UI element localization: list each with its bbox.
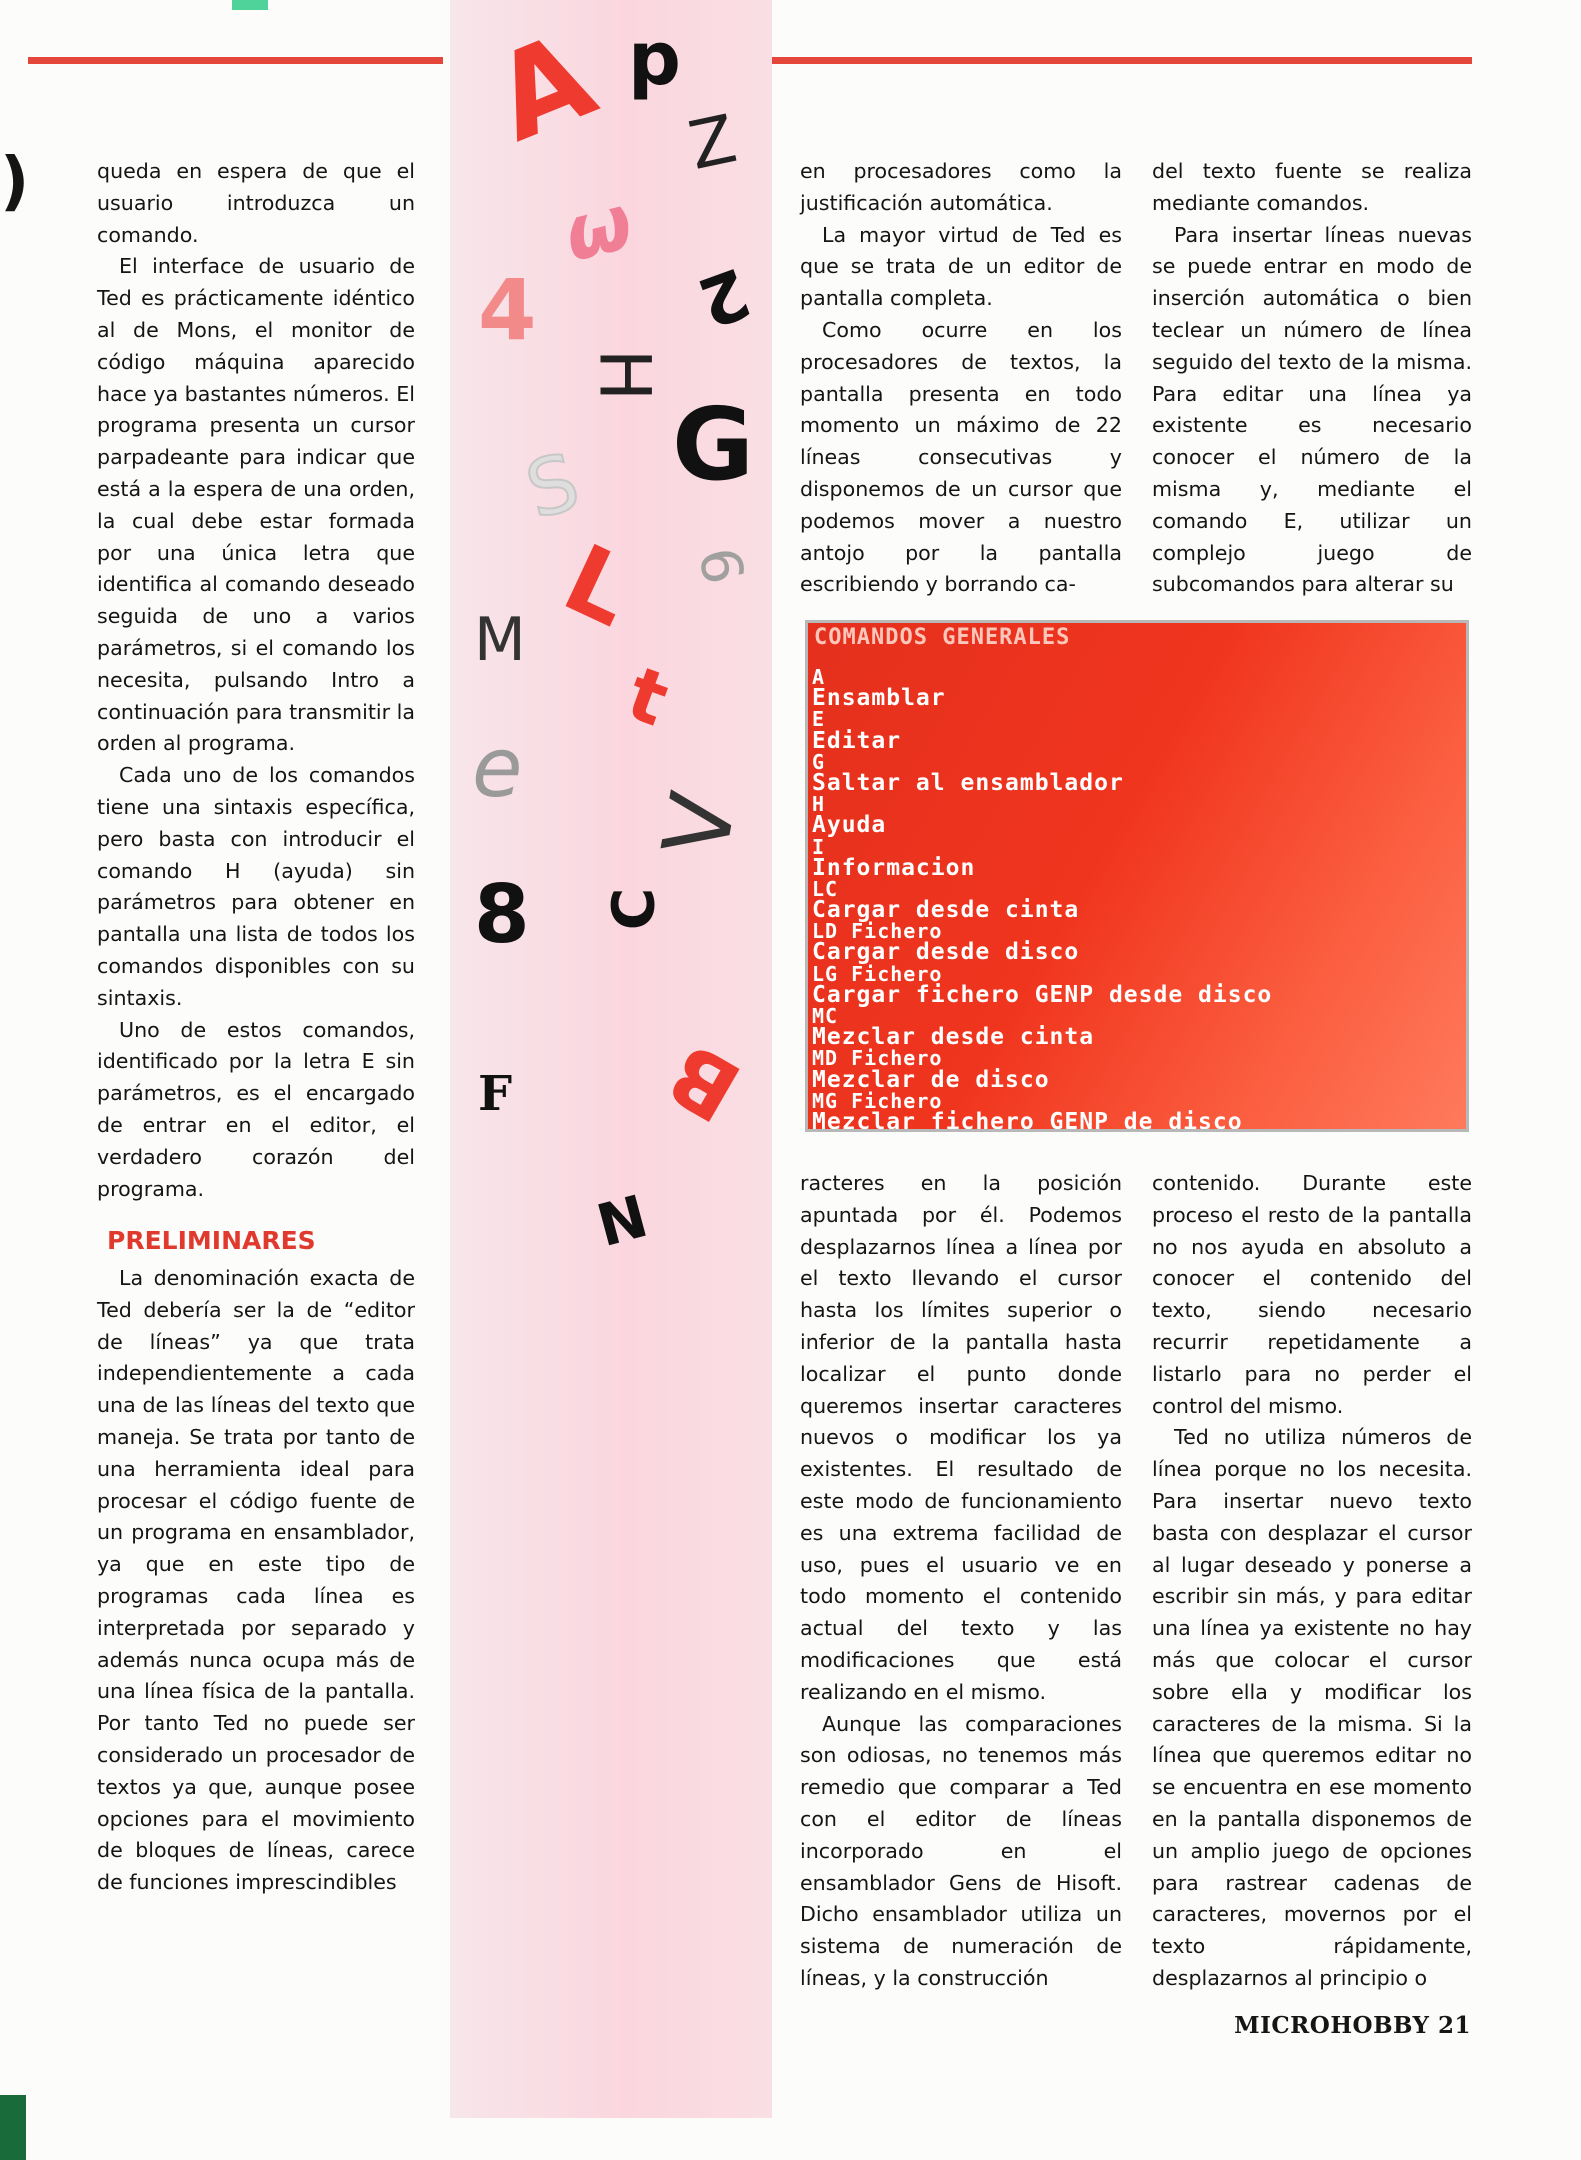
command-description: Mezclar fichero GENP de disco [812,1108,1243,1132]
deco-letter: t [616,650,680,744]
command-description: Cargar desde disco [812,939,1080,966]
paragraph: queda en espera de que el usuario introduzca un comando. [97,159,415,247]
header-rule-left [28,57,443,64]
deco-letter: V [643,785,758,865]
paragraph: Cada uno de los comandos tiene una sintaxis específica, pero basta con introducir el comando H (ayuda) sin parámetros para obtener en pantalla una lista de todos los comandos disponibles con su sintaxis. [97,763,415,1010]
deco-letter: C [599,887,668,931]
deco-letter: G [672,386,755,503]
article-column-2-bottom [800,1168,1122,1995]
section-heading: PRELIMINARES [107,1226,316,1256]
page-edge-mark [0,2095,26,2160]
command-description: Informacion [812,854,976,881]
paragraph: La mayor virtud de Ted es que se trata de un editor de pantalla completa. [800,222,1122,311]
paragraph: Para insertar líneas nuevas se puede entrar en modo de inserción automática o bien teclear un número de línea seguido del texto de la misma. Para editar una línea ya existente es necesario conocer el número de la misma y, mediante el comando E, utilizar un complejo juego de subcomandos para alterar su [1152,222,1472,597]
screen-title: COMANDOS GENERALES [814,625,1071,650]
deco-letter: F [478,1066,513,1122]
deco-letter: H [583,348,666,402]
deco-letter: S [517,437,589,537]
decorative-letter-strip [450,0,772,2118]
header-rule-right [772,57,1472,64]
command-description: Saltar al ensamblador [812,769,1124,796]
page-footer: MICROHOBBY 21 [1234,2012,1471,2039]
deco-letter: M [474,605,526,675]
deco-letter: 2 [688,251,760,342]
deco-letter: e [472,721,523,816]
paragraph: del texto fuente se realiza mediante comandos. [1152,159,1472,215]
command-description: Mezclar desde cinta [812,1024,1095,1051]
corner-decoration [232,0,268,10]
paragraph: Ted no utiliza números de línea porque no los necesita. Para insertar nuevo texto basta con desplazar el cursor al lugar deseado y ponerse a escribir sin más, y para editar una línea ya existente no hay más que colocar el cursor sobre ella y modificar los caracteres de la misma. Si la línea que queremos editar no se encuentra en ese momento en la pantalla disponemos de un amplio juego de opciones para rastrear cadenas de caracteres, movernos por el texto rápidamente, desplazarnos al principio o [1152,1425,1472,1990]
article-column-3-top [1152,156,1472,601]
command-key: MD Fichero [812,1046,943,1071]
deco-letter: Z [682,100,743,185]
paragraph: El interface de usuario de Ted es prácticamente idéntico al de Mons, el monitor de código máquina aparecido hace ya bastantes números. El programa presenta un cursor parpadeante para indicar que está a la espera de una orden, la cual debe estar formada por una única letra que identifica al comando deseado seguida de uno a varios parámetros, si el comando los necesita, pulsando Intro a continuación para transmitir la orden al programa. [97,254,415,756]
command-key: E [812,707,826,732]
command-description: Editar [812,727,902,754]
command-description: Mezclar de disco [812,1066,1050,1093]
command-key: LG Fichero [812,961,943,986]
command-key: G [812,749,826,774]
command-key: H [812,792,826,817]
article-column-3-bottom [1152,1168,1472,1995]
deco-letter: 8 [474,868,530,961]
paragraph: contenido. Durante este proceso el resto de la pantalla no nos ayuda en absoluto a conocer el contenido del texto, siendo necesario recurrir repetidamente a listarlo para no perder el control del mismo. [1152,1171,1472,1418]
command-description: Ayuda [812,812,887,839]
command-screen-capture [805,620,1469,1132]
command-description: Ensamblar [812,685,946,712]
deco-letter: 6 [685,542,756,590]
paragraph: en procesadores como la justificación automática. [800,159,1122,215]
command-key: I [812,834,826,859]
deco-letter: N [590,1181,655,1261]
paragraph: racteres en la posición apuntada por él. Podemos desplazarnos línea a línea por el texto llevando el cursor hasta los límites superior o inferior de la pantalla hasta localizar el punto donde queremos insertar caracteres nuevos o modificar los ya existentes. El resultado de este modo de funcionamiento es una extrema facilidad de uso, pues el usuario ve en todo momento el contenido actual del texto y las modificaciones que está realizando en el mismo. [800,1171,1122,1704]
command-key: MG Fichero [812,1088,943,1113]
article-column-1 [97,156,415,1899]
command-key: LD Fichero [812,919,943,944]
article-column-2-top [800,156,1122,601]
deco-letter: B [651,1023,757,1141]
deco-letter: 4 [478,261,537,359]
command-key: A [812,665,826,689]
command-list [812,667,1272,1132]
paragraph: Aunque las comparaciones son odiosas, no tenemos más remedio que comparar a Ted con el editor de líneas incorporado en el ensamblador Gens de Hisoft. Dicho ensamblador utiliza un sistema de numeración de líneas, y la construcción [800,1711,1122,1990]
command-key: LC [812,876,839,901]
command-key: MC [812,1004,839,1028]
paragraph: La denominación exacta de Ted debería ser la de “editor de líneas” ya que trata independientemente a cada una de las líneas del texto que maneja. Se trata por tanto de una herramienta ideal para procesar el código fuente de un programa en ensamblador, ya que en este tipo de programas cada línea es interpretada por separado y además nunca ocupa más de una línea física de la pantalla. Por tanto Ted no puede ser considerado un procesador de textos ya que, aunque posee opciones para el movimiento de bloques de líneas, carece de funciones imprescindibles [97,1266,415,1895]
command-description: Cargar fichero GENP desde disco [812,981,1273,1008]
continued-bracket: ) [0,145,30,219]
deco-letter: ω [555,176,641,279]
deco-letter: p [628,16,681,102]
deco-letter: L [547,524,649,649]
command-description: Cargar desde cinta [812,897,1080,924]
deco-letter: A [475,5,612,169]
paragraph: Como ocurre en los procesadores de textos, la pantalla presenta en todo momento un máximo de 22 líneas consecutivas y disponemos de un cursor que podemos mover a nuestro antojo por la pantalla escribiendo y borrando ca- [800,317,1122,597]
paragraph: Uno de estos comandos, identificado por la letra E sin parámetros, es el encargado de entrar en el editor, el verdadero corazón del programa. [97,1017,415,1201]
